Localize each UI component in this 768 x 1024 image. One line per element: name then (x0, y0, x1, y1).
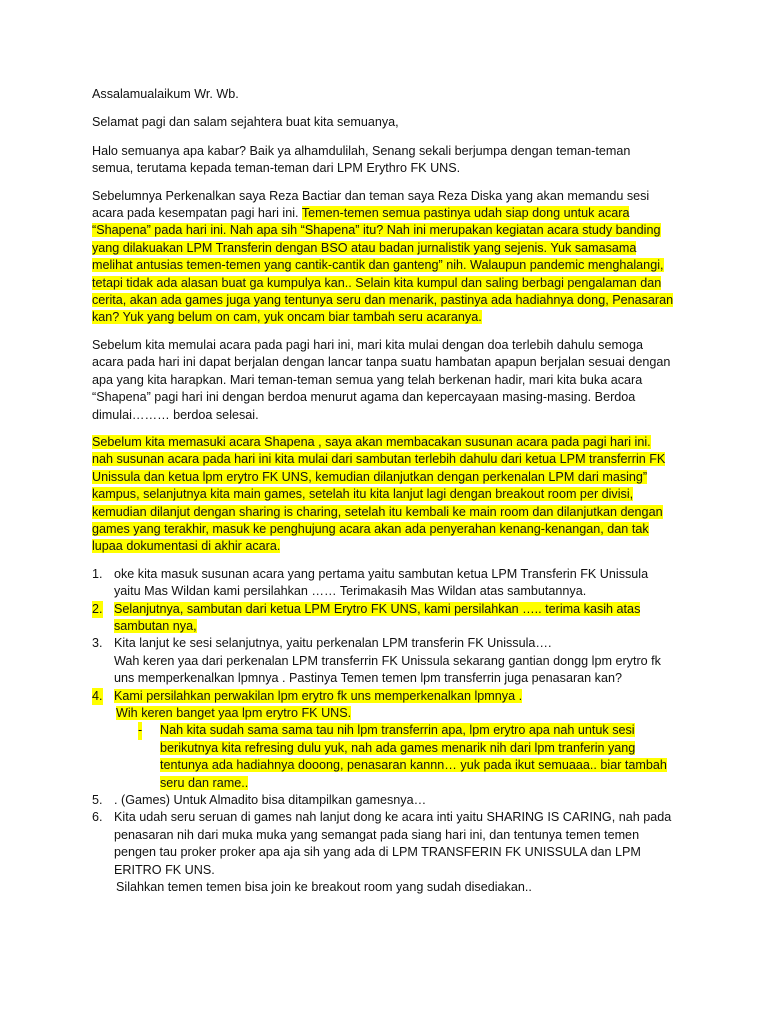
agenda-number: 1. (92, 566, 103, 581)
agenda-number: 4. (92, 688, 103, 705)
agenda-extra-text: Wah keren yaa dari perkenalan LPM transferrin FK Unissula sekarang gantian dongg lpm erytro fk uns memperkenalkan lpmnya . Pastinya Temen temen lpm transferrin juga penasaran kan? (114, 653, 661, 686)
greeting-salam: Assalamualaikum Wr. Wb. (92, 87, 239, 101)
intro-plain-text: Sebelumnya Perkenalkan saya Reza Bactiar dan teman saya Reza Diska yang akan memandu sesi acara pada kesempatan pagi hari ini. (92, 188, 650, 221)
agenda-extra-text: Silahkan temen temen bisa join ke breakout room yang sudah disediakan.. (116, 880, 532, 895)
greeting-pagi: Selamat pagi dan salam sejahtera buat kita semuanya, (92, 115, 399, 130)
agenda-number: 6. (92, 810, 103, 825)
agenda-number: 5. (92, 793, 103, 808)
agenda-text: oke kita masuk susunan acara yang pertama yaitu sambutan ketua LPM Transferin FK Unissula yaitu Mas Wildan kami persilahkan …… Terimakasih Mas Wildan atas sambutannya. (114, 566, 649, 599)
intro-highlighted-text: Temen-temen semua pastinya udah siap dong untuk acara “Shapena” pada hari ini. Nah apa sih “Shapena” itu? Nah ini merupakan kegiatan acara study banding yang dilakuakan LPM Transferin dengan BSO atau badan jurnalistik yang sejenis. Yuk samasama melihat antusias temen-temen yang cantik-cantik dan ganteng” nih. Walaupun pandemic menghalangi, tetapi tidak ada alasan buat ga kumpulya kan.. Selain kita kumpul dan saling berbagi pengalaman dan cerita, akan ada games juga yang tentunya seru dan menarik, pastinya ada hadiahnya dong, Penasaran kan? Yuk yang belum on cam, yuk oncam biar tambah seru acaranya. (92, 206, 674, 325)
agenda-text: . (Games) Untuk Almadito bisa ditampilkan gamesnya… (114, 793, 427, 808)
agenda-list (92, 566, 674, 897)
agenda-text: Kita lanjut ke sesi selanjutnya, yaitu perkenalan LPM transferin FK Unissula…. (114, 636, 552, 651)
paragraph-intro (92, 188, 674, 327)
paragraph-susunan (92, 434, 674, 556)
agenda-sub-item (114, 722, 674, 792)
agenda-item-4 (92, 688, 674, 792)
agenda-text: Selanjutnya, sambutan dari ketua LPM Erytro FK UNS, kami persilahkan ….. terima kasih atas sambutan nya, (114, 601, 641, 633)
dash-bullet: - (138, 722, 142, 739)
agenda-number: 3. (92, 636, 103, 651)
paragraph-halo: Halo semuanya apa kabar? Baik ya alhamdulilah, Senang sekali berjumpa dengan teman-teman semua, terutama kepada teman-teman dari LPM Erythro FK UNS. (92, 143, 631, 176)
agenda-item-1 (92, 566, 674, 601)
sub-item-text: Nah kita sudah sama sama tau nih lpm transferrin apa, lpm erytro apa nah untuk sesi berikutnya kita refresing dulu yuk, nah ada games menarik nih dari lpm tranferin yang tentunya ada hadiahnya dooong, penasaran kannn… yuk pada ikut semuaaa.. biar tambah seru dan rame.. (160, 723, 667, 790)
agenda-item-5 (92, 792, 674, 809)
agenda-number: 2. (92, 601, 103, 618)
agenda-item-2 (92, 601, 674, 636)
agenda-extra-text: Wih keren banget yaa lpm erytro FK UNS. (116, 706, 352, 720)
agenda-text: Kami persilahkan perwakilan lpm erytro fk uns memperkenalkan lpmnya . (114, 688, 523, 703)
agenda-item-3 (92, 635, 674, 687)
agenda-text: Kita udah seru seruan di games nah lanjut dong ke acara inti yaitu SHARING IS CARING, nah pada penasaran nih dari muka muka yang semangat pada siang hari ini, dan tentunya temen temen pengen tau proker proker apa aja sih yang ada di LPM TRANSFERIN FK UNISSULA dan LPM ERITRO FK UNS. (114, 810, 672, 877)
document-page (92, 86, 674, 896)
paragraph-doa: Sebelum kita memulai acara pada pagi hari ini, mari kita mulai dengan doa terlebih dahulu semoga acara pada hari ini dapat berjalan dengan lancar tanpa suatu hambatan apapun berjalan sesuai dengan apa yang kita harapkan. Mari teman-teman semua yang telah berkenan hadir, mari kita buka acara “Shapena” pagi hari ini dengan berdoa menurut agama dan kepercayaan masing-masing. Berdoa dimulai……… berdoa selesai. (92, 337, 671, 422)
susunan-highlighted-text: Sebelum kita memasuki acara Shapena , saya akan membacakan susunan acara pada pagi hari ini. nah susunan acara pada hari ini kita mulai dari sambutan terlebih dahulu dari ketua LPM transferrin FK Unissula dan ketua lpm erytro FK UNS, kemudian dilanjutkan dengan perkenalan LPM dari masing” kampus, selanjutnya kita main games, setelah itu kita lanjut lagi dengan breakout room per divisi, kemudian dilanjut dengan sharing is charing, setelah itu kembali ke main room dan dilanjutkan dengan games yang terakhir, masuk ke penghujung acara akan ada penyerahan kenang-kenangan, dan tak lupaa dokumentasi di akhir acara. (92, 434, 666, 554)
agenda-item-6 (92, 809, 674, 896)
